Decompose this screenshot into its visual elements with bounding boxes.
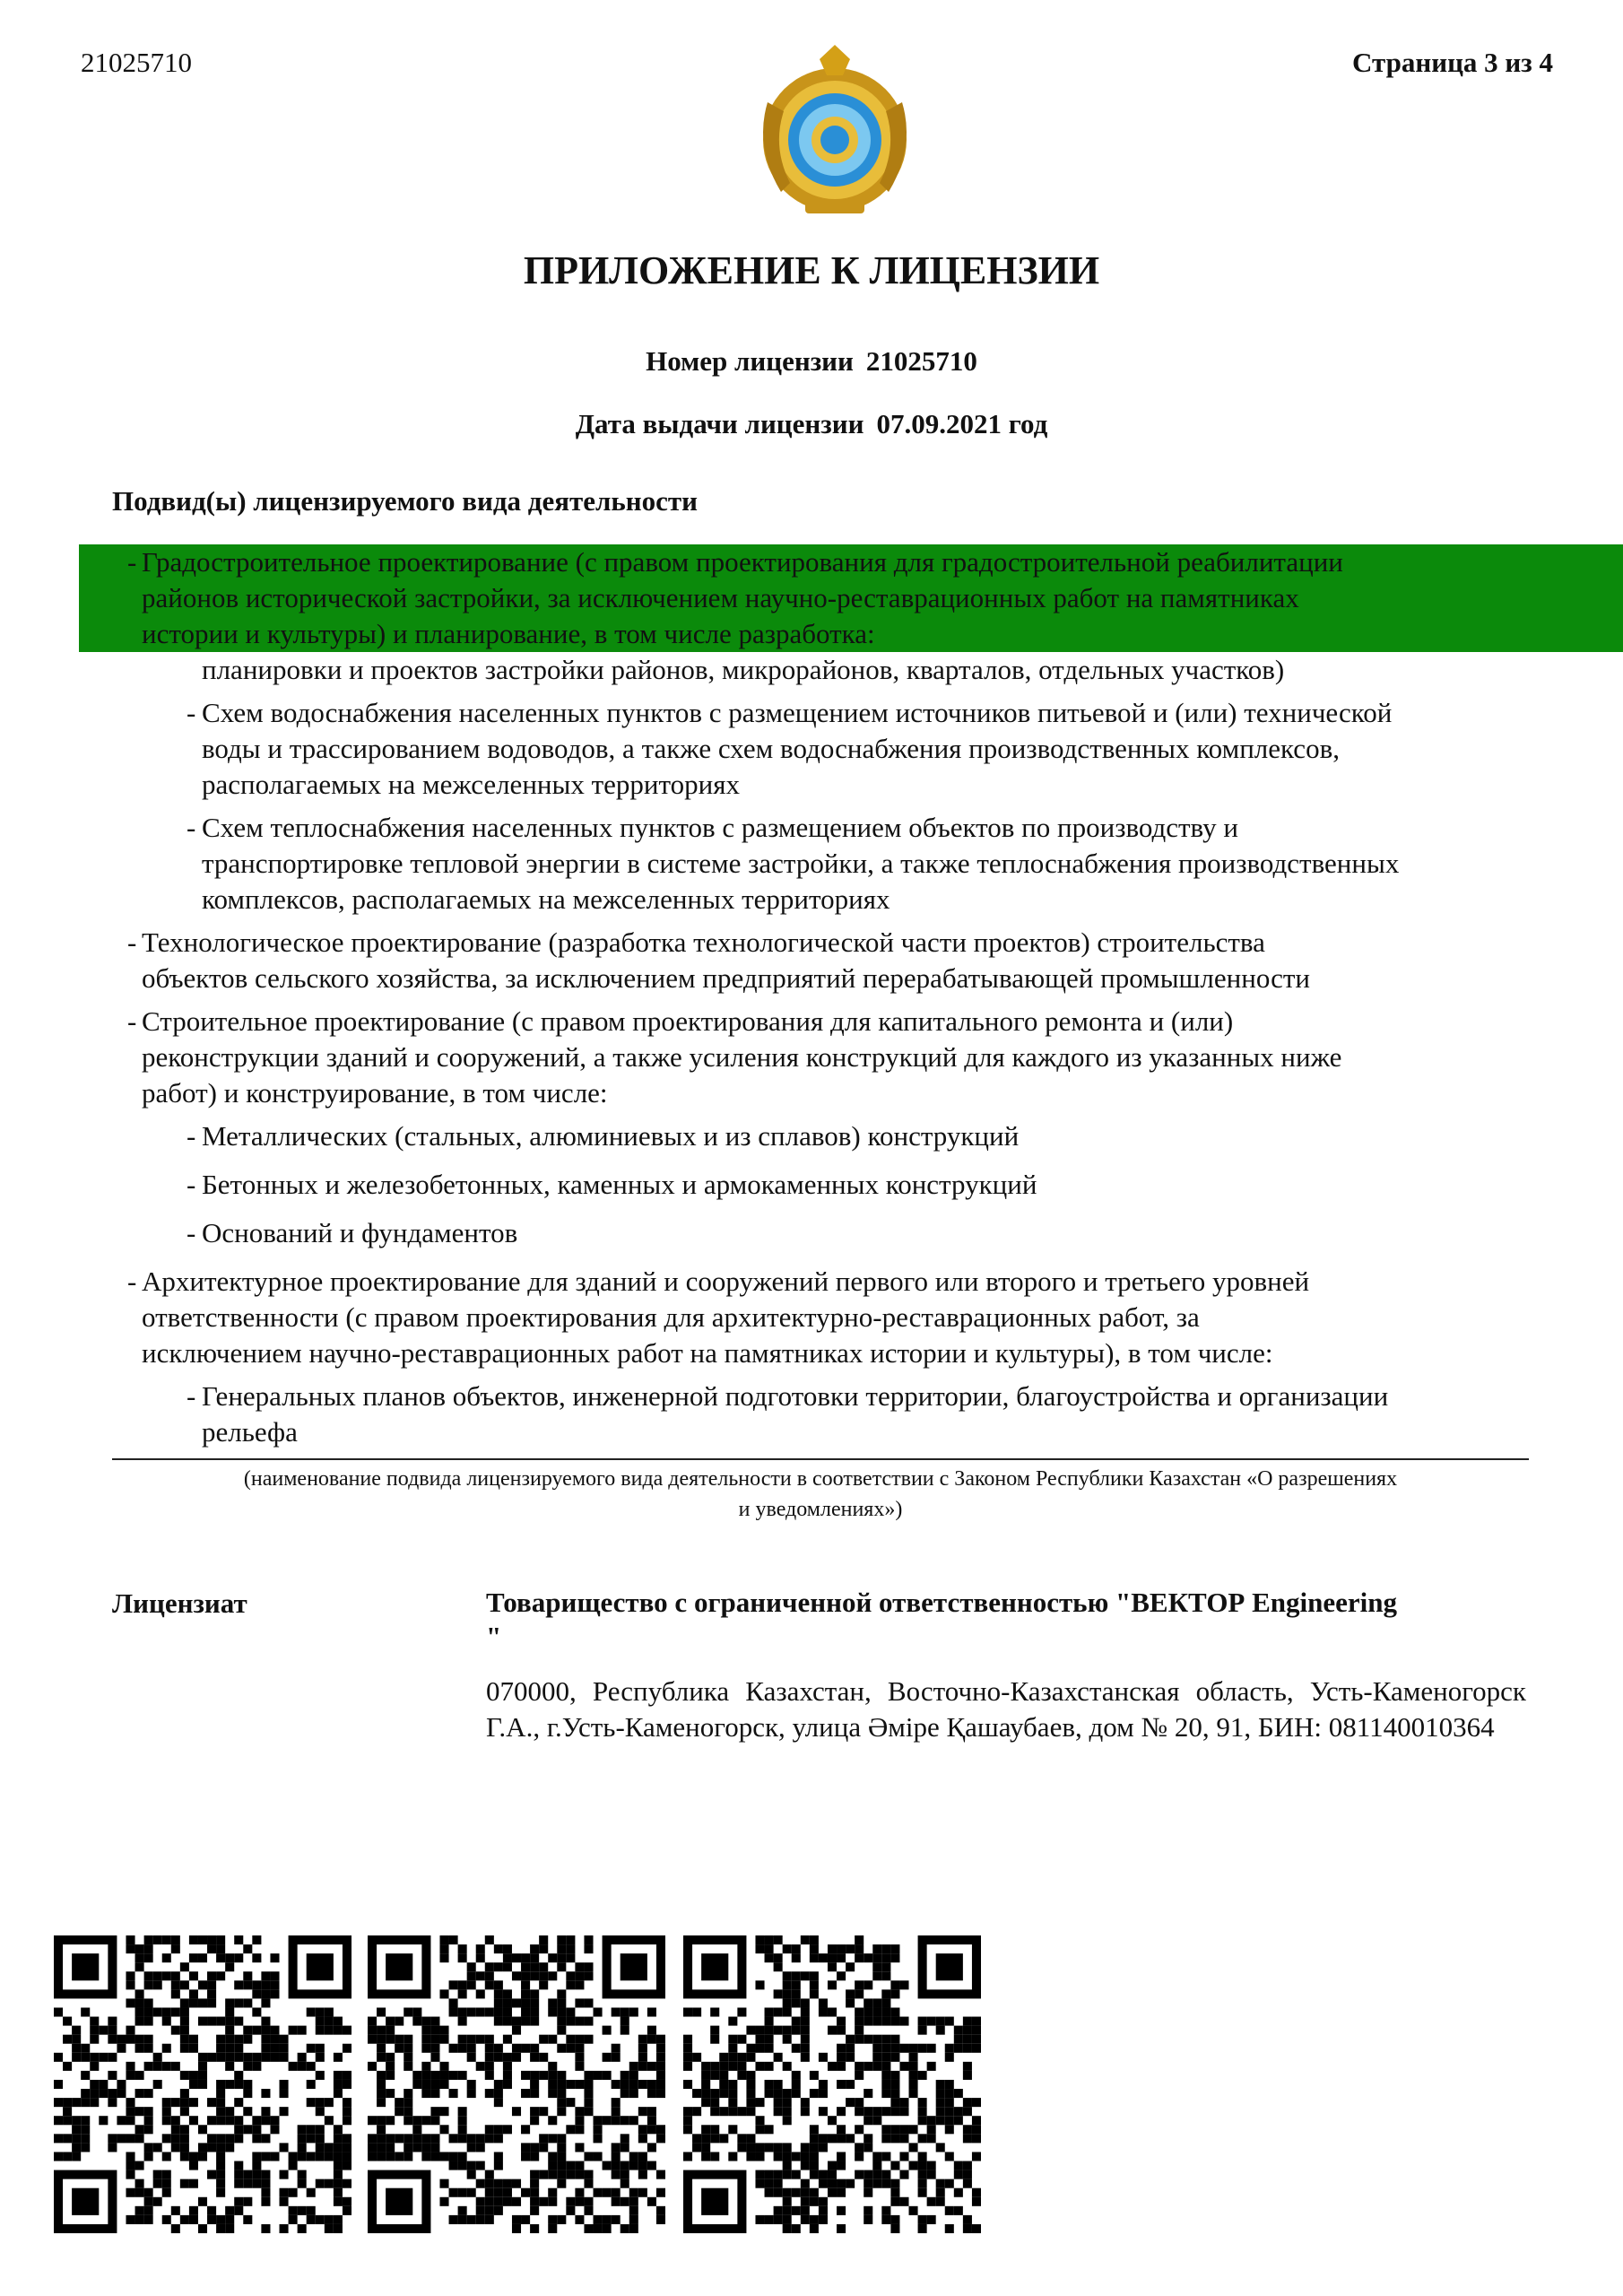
text-line: объектов сельского хозяйства, за исключением предприятий перерабатывающей промышленности	[142, 962, 1310, 994]
text-line: располагаемых на межселенных территориях	[202, 769, 740, 800]
subtype-item-technological	[79, 925, 1567, 996]
subtypes-list	[79, 544, 1567, 1450]
licensee-label: Лицензиат	[112, 1587, 247, 1619]
subtype-item-metal	[79, 1118, 1567, 1154]
licensee-name-line: "	[486, 1621, 502, 1652]
subtypes-caption	[112, 1464, 1529, 1525]
list-dash: -	[187, 1169, 196, 1200]
licensee-address: 070000, Республика Казахстан, Восточно-Казахстанская область, Усть-Каменогорск Г.А., г.Усть-Каменогорск, улица Әміре Қашаубаев, дом № 20, 91, БИН: 081140010364	[486, 1675, 1526, 1743]
subtype-item-urban-planning	[79, 544, 1623, 652]
text-line: Металлических (стальных, алюминиевых и из сплавов) конструкций	[202, 1120, 1020, 1152]
text-line: Генеральных планов объектов, инженерной подготовки территории, благоустройства и организации	[202, 1380, 1389, 1412]
list-dash: -	[187, 812, 196, 843]
caption-divider	[112, 1458, 1529, 1460]
list-dash: -	[187, 1217, 196, 1248]
text-line: ответственности (с правом проектирования для архитектурно-реставрационных работ, за	[142, 1301, 1200, 1333]
text-line: истории и культуры) и планирование, в том числе разработка:	[142, 618, 875, 649]
subtype-item-concrete	[79, 1167, 1567, 1203]
text-line: районов исторической застройки, за исключением научно-реставрационных работ на памятниках	[142, 582, 1299, 613]
text-line: Технологическое проектирование (разработка технологической части проектов) строительства	[142, 926, 1265, 958]
list-dash: -	[127, 546, 137, 578]
subtype-item-heat-supply	[79, 810, 1567, 918]
caption-line: и уведомлениях»)	[738, 1498, 903, 1521]
subtypes-heading: Подвид(ы) лицензируемого вида деятельности	[112, 485, 698, 517]
list-dash: -	[127, 926, 137, 958]
subtype-item-foundations	[79, 1215, 1567, 1251]
subtype-item-water-supply	[79, 695, 1567, 803]
text-line: Схем водоснабжения населенных пунктов с размещением источников питьевой и (или) технической	[202, 697, 1393, 728]
text-line: транспортировке тепловой энергии в системе застройки, а также теплоснабжения производственных	[202, 848, 1400, 879]
list-dash: -	[187, 1380, 196, 1412]
caption-line: (наименование подвида лицензируемого вида деятельности в соответствии с Законом Республики Казахстан «О разрешениях	[243, 1467, 1398, 1491]
subtype-continuation: планировки и проектов застройки районов, микрорайонов, кварталов, отдельных участков)	[202, 654, 1285, 685]
qr-code-icon	[54, 1935, 352, 2233]
text-line: Строительное проектирование (с правом проектирования для капитального ремонта и (или)	[142, 1005, 1234, 1037]
license-date-row	[0, 408, 1623, 440]
text-line: реконструкции зданий и сооружений, а также усиления конструкций для каждого из указанных ниже	[142, 1041, 1342, 1073]
text-line: рельефа	[202, 1416, 298, 1448]
qr-code-icon	[368, 1935, 665, 2233]
license-number-value: 21025710	[865, 345, 977, 377]
page-title: ПРИЛОЖЕНИЕ К ЛИЦЕНЗИИ	[523, 248, 1100, 292]
list-dash: -	[187, 1120, 196, 1152]
subtype-item-architectural	[79, 1264, 1567, 1371]
license-date-value: 07.09.2021 год	[876, 408, 1048, 439]
text-line: исключением научно-реставрационных работ на памятниках истории и культуры), в том числе:	[142, 1337, 1273, 1369]
document-number: 21025710	[81, 47, 192, 78]
text-line: Бетонных и железобетонных, каменных и армокаменных конструкций	[202, 1169, 1037, 1200]
subtype-item-construction	[79, 1004, 1567, 1111]
license-number-row	[0, 345, 1623, 378]
kazakhstan-state-emblem-icon	[750, 39, 920, 219]
text-line: Схем теплоснабжения населенных пунктов с размещением объектов по производству и	[202, 812, 1238, 843]
text-line: работ) и конструирование, в том числе:	[142, 1077, 608, 1109]
list-dash: -	[127, 1265, 137, 1297]
text-line: Оснований и фундаментов	[202, 1217, 518, 1248]
text-line: Градостроительное проектирование (с правом проектирования для градостроительной реабилитации	[142, 546, 1343, 578]
text-line: Архитектурное проектирование для зданий и сооружений первого или второго и третьего уровней	[142, 1265, 1310, 1297]
license-number-label: Номер лицензии	[646, 345, 854, 377]
text-line: комплексов, располагаемых на межселенных территориях	[202, 883, 890, 915]
licensee-name	[486, 1586, 1526, 1654]
text-line: воды и трассированием водоводов, а также схем водоснабжения производственных комплексов,	[202, 733, 1340, 764]
page-indicator: Страница 3 из 4	[1352, 47, 1553, 78]
list-dash: -	[127, 1005, 137, 1037]
subtype-item-general-plans	[79, 1378, 1567, 1450]
licensee-name-line: Товарищество с ограниченной ответственностью "ВЕКТОР Engineering	[486, 1587, 1398, 1618]
license-date-label: Дата выдачи лицензии	[575, 408, 864, 439]
qr-code-icon	[683, 1935, 981, 2233]
list-dash: -	[187, 697, 196, 728]
